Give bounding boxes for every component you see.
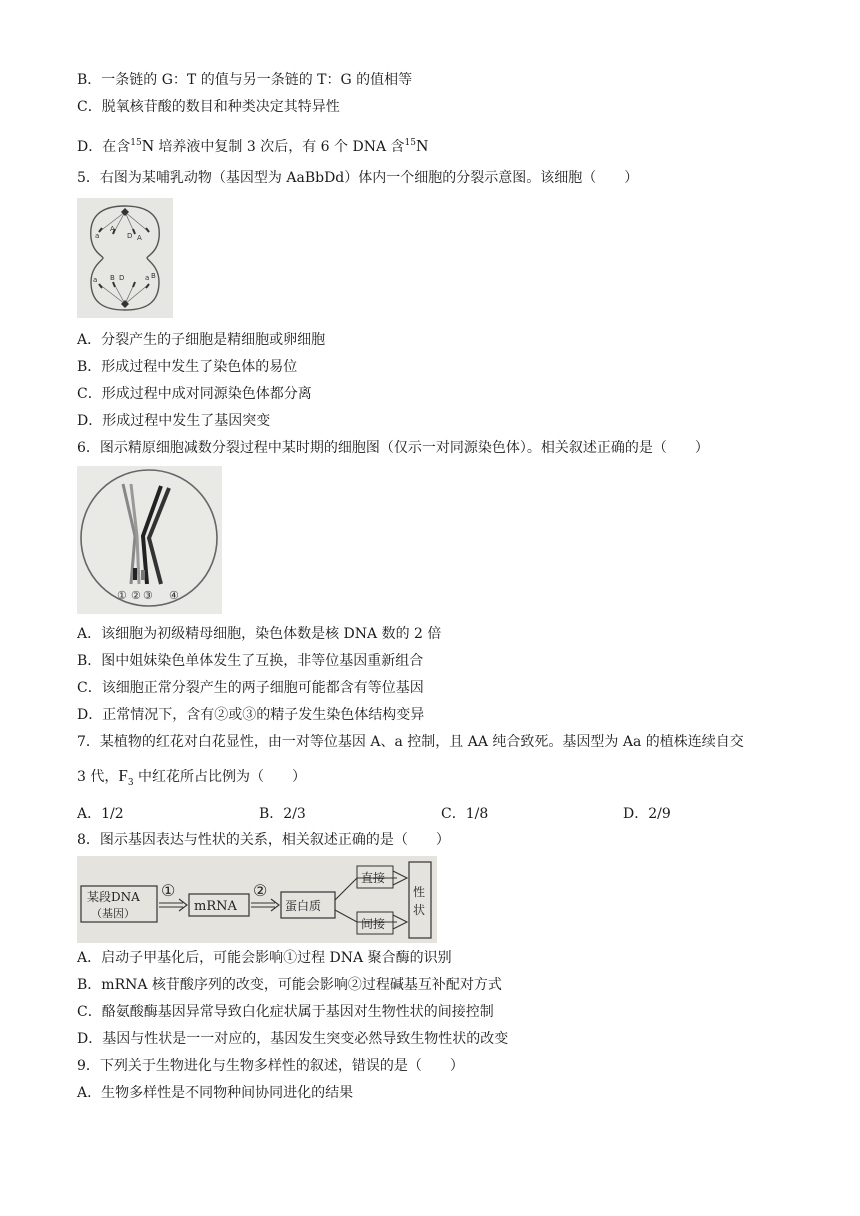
q7-stem2-pre: 3 代， (77, 769, 119, 785)
q8-flow-diagram (77, 856, 437, 943)
q9-stem: 9．下列关于生物进化与生物多样性的叙述，错误的是（ ） (77, 1058, 464, 1074)
q6-cell-svg (77, 466, 222, 614)
q8-step-1: ① (161, 881, 176, 900)
q7-stem2-post: 中红花所占比例为（ ） (133, 769, 307, 785)
q8-gene-label-1: 某段DNA (87, 890, 140, 904)
q8-option-a: A．启动子甲基化后，可能会影响①过程 DNA 聚合酶的识别 (77, 950, 452, 966)
q8-trait-char-2: 状 (413, 903, 426, 917)
q4-option-d (77, 133, 428, 157)
q8-stem: 8．图示基因表达与性状的关系，相关叙述正确的是（ ） (77, 832, 450, 848)
q5-label-3: D (127, 232, 133, 240)
q8-gene-label-2: （基因） (91, 907, 135, 920)
q7-stem-line1: 7．某植物的红花对白花显性，由一对等位基因 A、a 控制，且 AA 纯合致死。基因型为 Aa 的植株连续自交 (77, 734, 744, 750)
q5-option-c: C．形成过程中成对同源染色体都分离 (77, 386, 312, 402)
q9-option-a: A．生物多样性是不同物种间协同进化的结果 (77, 1085, 354, 1101)
q6-label-4: ④ (169, 589, 179, 602)
q4-option-b: B．一条链的 G：T 的值与另一条链的 T：G 的值相等 (77, 72, 413, 88)
q7-option-a: A．1/2 (77, 806, 124, 822)
q8-trait-char-1: 性 (413, 885, 426, 899)
q6-label-2: ② (131, 589, 141, 602)
q4-option-c: C．脱氧核苷酸的数目和种类决定其特异性 (77, 99, 340, 115)
q4-sup-15b: 15 (404, 138, 416, 148)
q6-option-d: D．正常情况下，含有②或③的精子发生染色体结构变异 (77, 707, 425, 723)
q8-trait (413, 884, 425, 917)
q5-option-b: B．形成过程中发生了染色体的易位 (77, 359, 298, 375)
q7-stem-line2 (77, 766, 306, 793)
q6-label-3: ③ (143, 589, 153, 602)
q5-cell-svg (77, 198, 173, 318)
q7-f: F (118, 766, 128, 785)
q7-option-c: C．1/8 (441, 806, 489, 822)
q6-option-a: A．该细胞为初级精母细胞，染色体数是核 DNA 数的 2 倍 (77, 626, 442, 642)
q5-option-d: D．形成过程中发生了基因突变 (77, 413, 271, 429)
q5-cell-division-figure (77, 198, 173, 318)
q5-label-1: A (110, 225, 115, 233)
q6-option-c: C．该细胞正常分裂产生的两子细胞可能都含有等位基因 (77, 680, 424, 696)
q5-label-9: B (151, 272, 156, 280)
q8-option-c: C．酪氨酸酶基因异常导致白化症状属于基因对生物性状的间接控制 (77, 1004, 494, 1020)
q4-n-b: N (415, 136, 429, 155)
q8-step-2: ② (253, 881, 268, 900)
q5-label-6: B (110, 274, 115, 282)
q4-option-d-pre: D．在含 (77, 139, 131, 155)
q5-stem: 5．右图为某哺乳动物（基因型为 AaBbDd）体内一个细胞的分裂示意图。该细胞（ ） (77, 170, 639, 186)
q8-option-d: D．基因与性状是一一对应的，基因发生突变必然导致生物性状的改变 (77, 1031, 509, 1047)
q4-option-d-mid: 培养液中复制 3 次后，有 6 个 DNA 含 (153, 139, 405, 155)
q5-label-5: a (93, 276, 98, 284)
q8-mrna: mRNA (194, 899, 237, 914)
q5-label-2: a (95, 232, 100, 240)
q6-chromosome-figure (77, 466, 222, 614)
q5-label-7: D (119, 274, 125, 282)
q8-option-b: B．mRNA 核苷酸序列的改变，可能会影响②过程碱基互补配对方式 (77, 977, 502, 993)
q4-sup-15a: 15 (130, 138, 142, 148)
q7-option-b: B．2/3 (259, 806, 306, 822)
q6-label-1: ① (117, 589, 127, 602)
q7-f-sub: 3 (127, 778, 134, 788)
q6-stem: 6．图示精原细胞减数分裂过程中某时期的细胞图（仅示一对同源染色体）。相关叙述正确的是（ ） (77, 440, 709, 456)
q5-label-8: a (145, 274, 150, 282)
q4-n-a: N (141, 136, 154, 155)
q8-direct: 直接 (361, 871, 386, 885)
q5-option-a: A．分裂产生的子细胞是精细胞或卵细胞 (77, 332, 326, 348)
q8-indirect: 间接 (361, 917, 386, 931)
q5-label-4: A (137, 234, 142, 242)
q8-protein: 蛋白质 (285, 899, 322, 913)
q8-flow-svg (77, 856, 437, 943)
q7-option-d: D．2/9 (623, 806, 671, 822)
q6-option-b: B．图中姐妹染色单体发生了互换，非等位基因重新组合 (77, 653, 424, 669)
